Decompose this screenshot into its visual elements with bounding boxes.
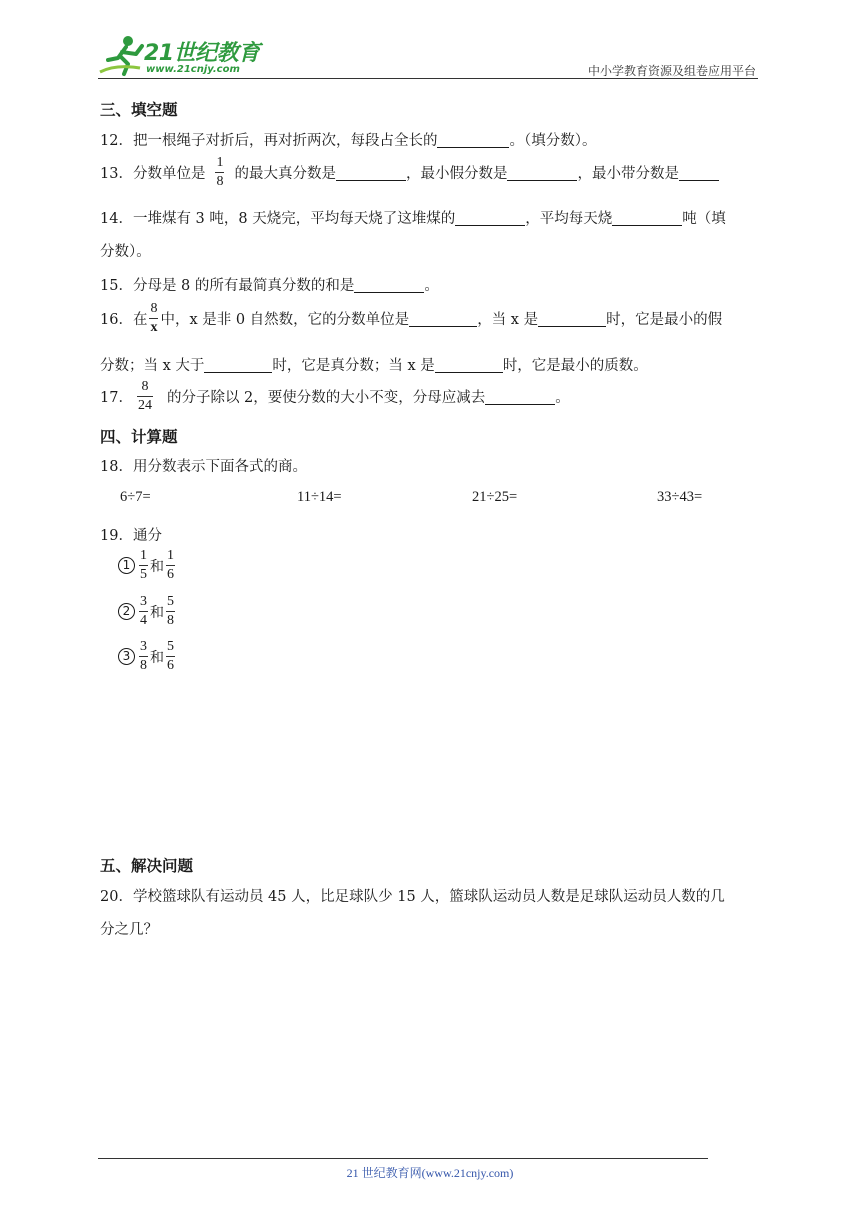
circled-number: 2: [118, 603, 135, 620]
fraction-pair-3: 3 $\frac{3}{8}$ 和 $\frac{5}{6}$: [118, 640, 177, 673]
logo-url: www.21cnjy.com: [146, 64, 240, 75]
circled-number: 1: [118, 557, 135, 574]
answer-blank[interactable]: [354, 277, 424, 293]
question-20-cont: 分之几？: [100, 922, 158, 938]
answer-blank[interactable]: [409, 311, 477, 327]
fraction-pair-1: 1 $\frac{1}{5}$ 和 $\frac{1}{6}$: [118, 549, 177, 582]
question-16-cont: 分数；当 x 大于 时，它是真分数；当 x 是 时，它是最小的质数。: [100, 358, 648, 374]
answer-blank[interactable]: [204, 357, 272, 373]
question-20: 20．学校篮球队有运动员 45 人，比足球队少 15 人，篮球队运动员人数是足球队运动员人数的几: [100, 889, 725, 905]
header-rule: [98, 78, 758, 79]
section-3-title: 三、填空题: [100, 101, 178, 119]
answer-blank[interactable]: [485, 389, 555, 405]
question-18: 18．用分数表示下面各式的商。: [100, 459, 307, 475]
question-14-cont: 分数）。: [100, 244, 151, 260]
answer-blank[interactable]: [507, 165, 577, 181]
fraction: $\frac{1}{8}$: [216, 155, 224, 189]
section-4-title: 四、计算题: [100, 428, 178, 446]
answer-blank[interactable]: [679, 165, 719, 181]
fraction-pair-2: 2 $\frac{3}{4}$ 和 $\frac{5}{8}$: [118, 595, 177, 628]
question-14: 14．一堆煤有 3 吨，8 天烧完，平均每天烧了这堆煤的 ，平均每天烧 吨（填: [100, 211, 726, 227]
expression-4: 33÷43=: [657, 489, 703, 505]
expression-1: 6÷7=: [120, 489, 151, 505]
circled-number: 3: [118, 648, 135, 665]
answer-blank[interactable]: [336, 165, 406, 181]
answer-blank[interactable]: [538, 311, 606, 327]
answer-blank[interactable]: [437, 132, 509, 148]
section-5-title: 五、解决问题: [100, 857, 194, 875]
question-17: 17． $\frac{8}{24}$ 的分子除以 2，要使分数的大小不变，分母应减去 。: [100, 379, 570, 413]
question-15: 15．分母是 8 的所有最简真分数的和是 。: [100, 278, 439, 294]
logo-text: 21世纪教育: [144, 41, 260, 66]
question-13: 13． 分数单位是 $\frac{1}{8}$ 的最大真分数是 ，最小假分数是 ，最小带分数是: [100, 156, 719, 189]
answer-blank[interactable]: [455, 210, 525, 226]
footer-rule: [98, 1158, 708, 1159]
footer-text[interactable]: 21 世纪教育网(www.21cnjy.com): [346, 1166, 514, 1180]
fraction: $\frac{8}{24}$: [137, 379, 152, 413]
expression-2: 11÷14=: [297, 489, 342, 505]
question-16: 16． 在 $\frac{8}{x}$ 中，x 是非 0 自然数，它的分数单位是 ，当 x 是 时，它是最小的假: [100, 301, 723, 335]
question-19: 19．通分: [100, 528, 162, 544]
header-tagline: 中小学教育资源及组卷应用平台: [587, 64, 756, 78]
answer-blank[interactable]: [612, 210, 682, 226]
expression-3: 21÷25=: [472, 489, 518, 505]
logo: [96, 34, 266, 80]
fraction: $\frac{8}{x}$: [150, 301, 158, 335]
question-12: 12．把一根绳子对折后，再对折两次，每段占全长的 。（填分数）。: [100, 133, 597, 149]
answer-blank[interactable]: [435, 357, 503, 373]
